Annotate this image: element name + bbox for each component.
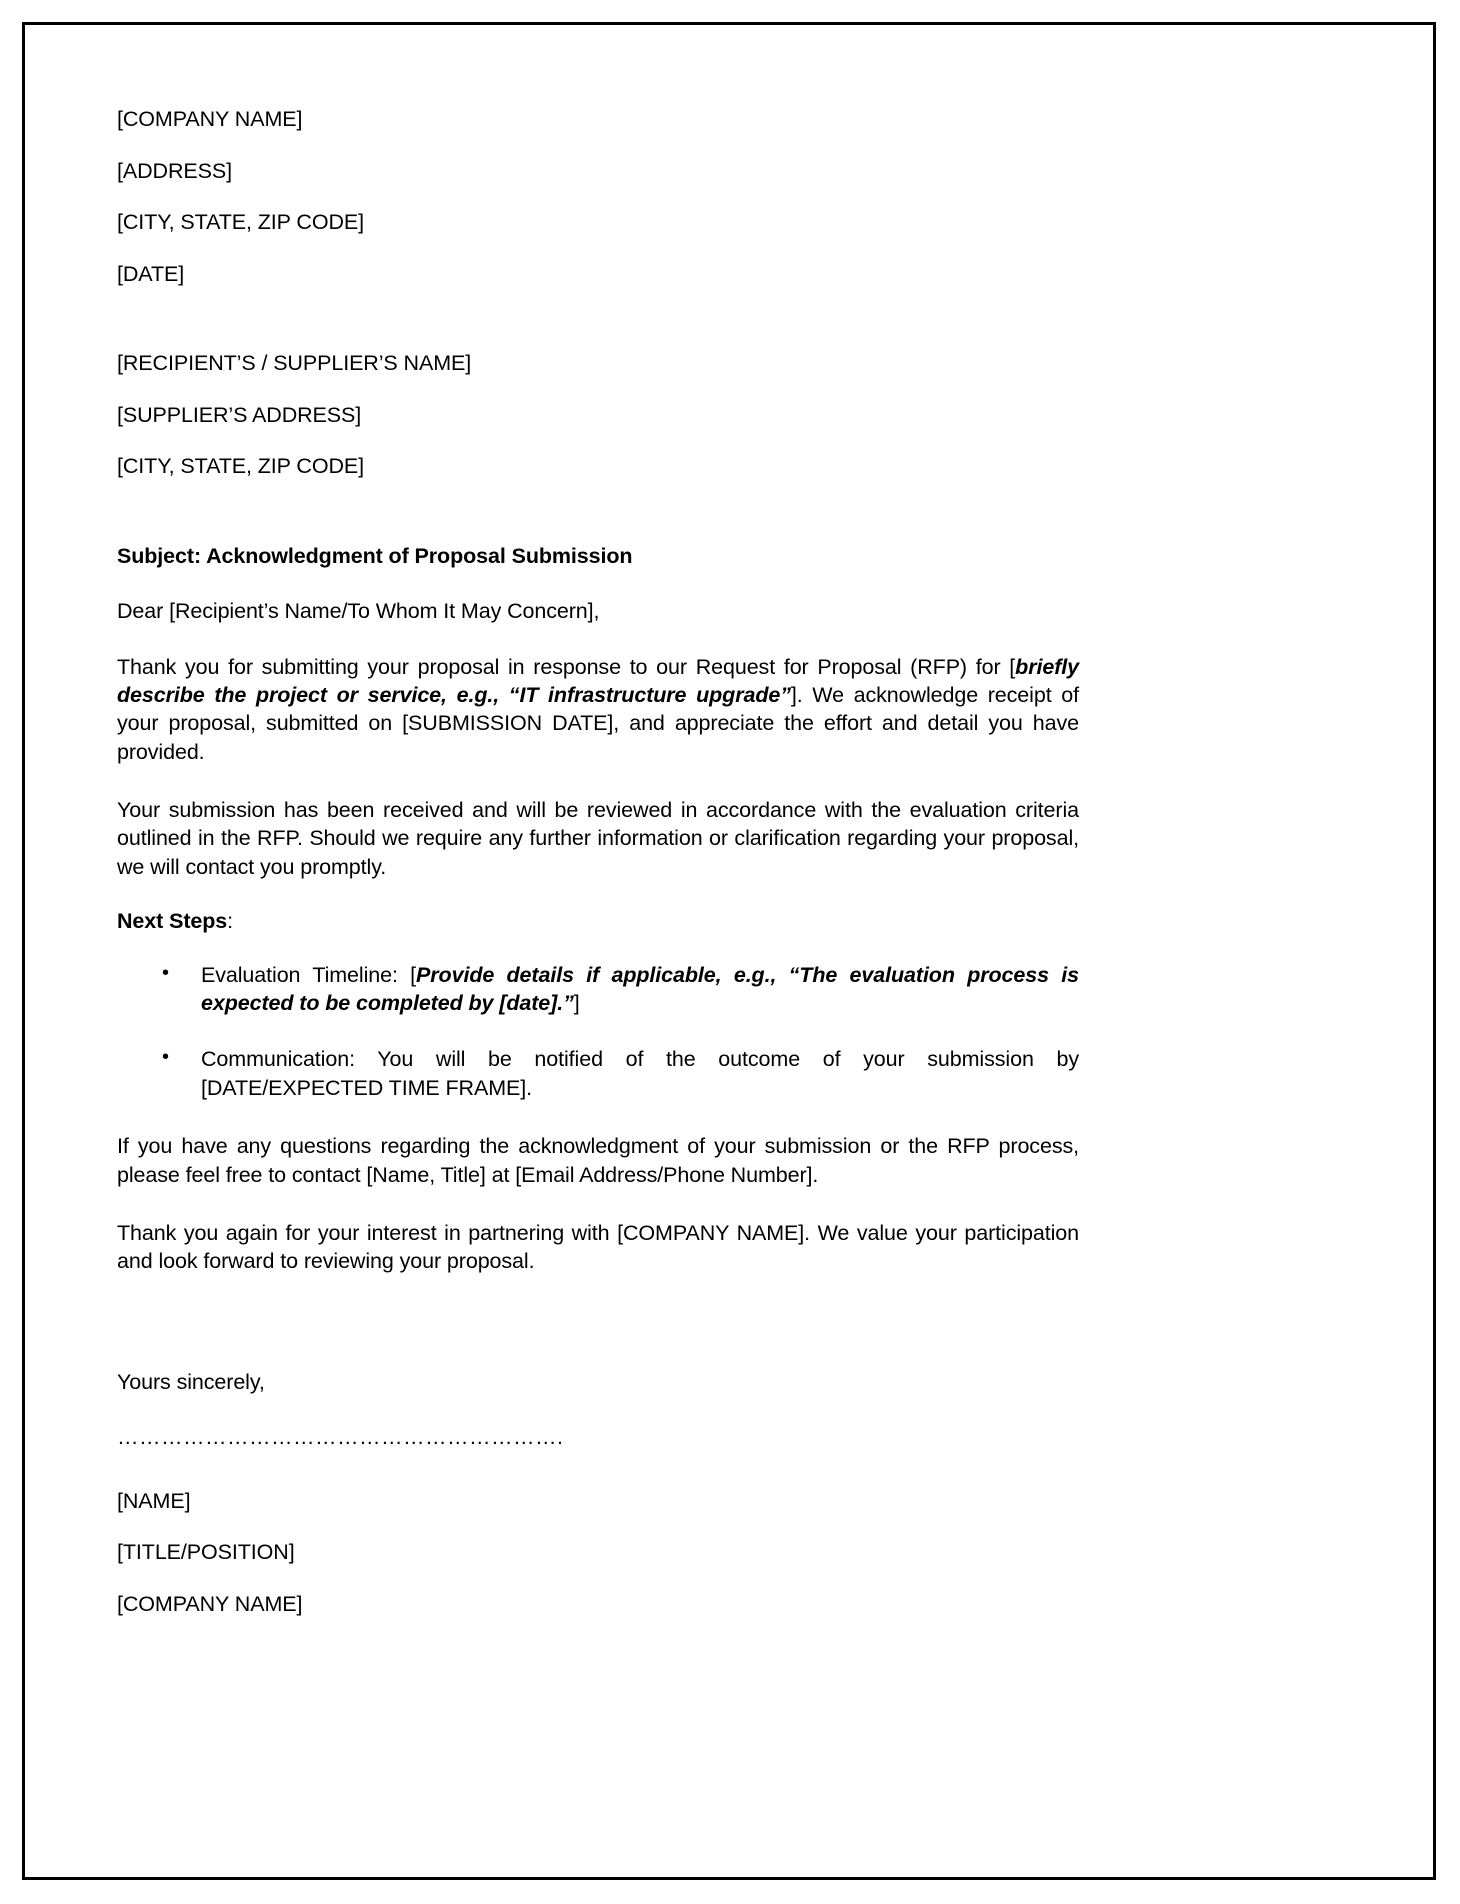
salutation: [117, 601, 1079, 623]
bracket-close: ]: [184, 1488, 191, 1513]
next-steps-colon: :: [227, 909, 233, 934]
bracket-open: [: [117, 158, 123, 183]
bracket-open: [: [117, 261, 123, 286]
placeholder-supplier-address: SUPPLIER’S ADDRESS: [122, 402, 356, 427]
valediction: Yours sincerely,: [117, 1369, 265, 1394]
signature-line-name: [117, 1488, 1079, 1513]
placeholder-title-position: TITLE/POSITION: [122, 1540, 289, 1565]
bracket-close: ]: [296, 1591, 303, 1616]
signature-line-company: [117, 1591, 1079, 1616]
paragraph-acknowledgment: [117, 653, 1079, 767]
bullet-communication-tail: ].: [520, 1075, 532, 1100]
block-spacer: [117, 315, 1079, 353]
placeholder-name-title: Name, Title: [372, 1162, 480, 1187]
sender-line-address: [117, 158, 1079, 183]
salutation-lead: Dear [: [117, 599, 175, 623]
next-steps-heading: [117, 911, 1079, 933]
recipient-line-address: [117, 402, 1079, 427]
document-sheet: [22, 22, 1436, 1880]
para1-part2: ]. We acknowledge receipt of your proposal, submitted on [: [117, 682, 1079, 736]
bracket-close: ]: [465, 351, 472, 375]
bracket-close: ]: [355, 402, 362, 427]
placeholder-expected-time-frame: DATE/EXPECTED TIME FRAME: [206, 1075, 521, 1100]
letter-body: [117, 109, 1079, 1615]
placeholder-date: DATE: [122, 261, 179, 286]
bracket-close: ]: [226, 158, 232, 183]
next-steps-list: [117, 961, 1079, 1103]
next-steps-label: Next Steps: [117, 909, 228, 934]
bracket-close: ]: [178, 261, 185, 286]
placeholder-recipient-supplier-name: RECIPIENT’S / SUPPLIER’S NAME: [122, 351, 466, 375]
bracket-open: [: [117, 402, 123, 427]
placeholder-city-state-zip: CITY, STATE, ZIP CODE: [122, 454, 359, 478]
para4-part2: ]. We value your participation and look forward to reviewing your proposal.: [117, 1220, 1079, 1274]
para3-part2: ] at [: [479, 1162, 522, 1187]
list-item: [117, 961, 1079, 1018]
placeholder-city-state-zip: CITY, STATE, ZIP CODE: [122, 210, 359, 234]
bracket-close: ]: [358, 454, 364, 478]
placeholder-name: NAME: [122, 1488, 185, 1513]
bracket-close: ]: [288, 1540, 295, 1565]
bracket-open: [: [117, 454, 123, 478]
bracket-close: ]: [358, 210, 364, 234]
placeholder-recipient-name: Recipient’s Name/To Whom It May Concern: [174, 599, 588, 623]
bullet-evaluation-timeline-label: Evaluation Timeline: [: [201, 962, 417, 987]
signature-block: [117, 1488, 1079, 1616]
bracket-open: [: [117, 351, 123, 375]
placeholder-company-name: COMPANY NAME: [622, 1220, 799, 1245]
para3-part3: ].: [806, 1162, 819, 1187]
para3-part1: If you have any questions regarding the acknowledgment of your submission or the RFP process, please feel free to contact [: [117, 1134, 1079, 1187]
paragraph-contact: [117, 1132, 1079, 1189]
bracket-open: [: [117, 210, 123, 234]
signature-rule: …………………………………………………….: [117, 1425, 564, 1450]
para4-part1: Thank you again for your interest in partnering with [: [117, 1220, 623, 1245]
bracket-open: [: [117, 107, 123, 131]
bullet-evaluation-timeline-tail: ]: [573, 991, 580, 1015]
paragraph-closing-thanks: [117, 1219, 1079, 1276]
recipient-line-name: [117, 353, 1079, 375]
placeholder-project-description: briefly describe the project or service, e.g., “IT infrastructure upgrade”: [117, 654, 1079, 707]
recipient-line-city-state-zip: [117, 456, 1079, 478]
block-spacer: [117, 508, 1079, 546]
placeholder-company-name: COMPANY NAME: [122, 107, 297, 131]
placeholder-submission-date: SUBMISSION DATE: [408, 711, 608, 736]
paragraph-review-process: Your submission has been received and will be reviewed in accordance with the evaluation criteria outlined in the RFP. Should we require any further information or clarification regarding your proposal, we will contact you promptly.: [117, 798, 1079, 879]
recipient-address-block: [117, 353, 1079, 478]
bracket-open: [: [117, 1488, 123, 1513]
subject-line: Subject: Acknowledgment of Proposal Submission: [117, 543, 633, 568]
placeholder-evaluation-details: Provide details if applicable, e.g., “The evaluation process is expected to be completed by [date].”: [201, 962, 1079, 1015]
bracket-open: [: [117, 1591, 123, 1616]
block-spacer: [117, 1306, 1079, 1372]
para1-part3: ], and appreciate the effort and detail you have provided.: [117, 711, 1079, 764]
bullet-communication-label: Communication: You will be notified of the outcome of your submission by [: [201, 1047, 1079, 1100]
sender-address-block: [117, 109, 1079, 285]
placeholder-email-phone: Email Address/Phone Number: [521, 1162, 807, 1187]
sender-line-date: [117, 261, 1079, 286]
sender-line-city-state-zip: [117, 212, 1079, 234]
bracket-close: ]: [296, 107, 303, 131]
list-item: [117, 1045, 1079, 1102]
bracket-open: [: [117, 1540, 123, 1565]
para1-part1: Thank you for submitting your proposal in response to our Request for Proposal (RFP) for [: [117, 654, 1016, 679]
placeholder-address: ADDRESS: [122, 158, 227, 183]
signature-line-title: [117, 1542, 1079, 1564]
sender-line-company: [117, 109, 1079, 131]
placeholder-company-name: COMPANY NAME: [122, 1591, 297, 1616]
salutation-tail: ],: [587, 599, 600, 623]
